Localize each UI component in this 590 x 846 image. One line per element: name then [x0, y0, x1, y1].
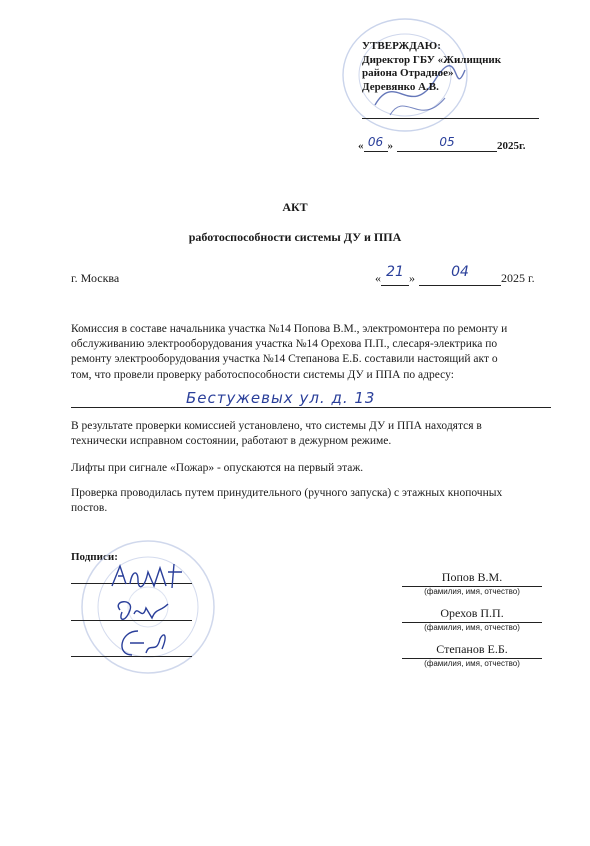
handwritten-signature-3: [110, 625, 170, 663]
date-quote-close: »: [387, 140, 393, 152]
signature-hint-2: (фамилия, имя, отчество): [424, 623, 520, 632]
document-year: 2025 г.: [501, 271, 535, 285]
signature-name-2: Орехов П.П.: [402, 606, 542, 623]
intro-line: том, что провели проверку работоспособности системы ДУ и ППА по адресу:: [71, 368, 454, 381]
intro-line: обслуживанию электрооборудования участка №14 Орехова П.П., слесаря-электрика по: [71, 338, 498, 351]
intro-paragraph: [71, 322, 555, 383]
result-line: В результате проверки комиссией установлено, что системы ДУ и ППА находятся в: [71, 420, 482, 432]
approval-line-2: района Отрадное»: [362, 67, 454, 79]
document-month: 04: [451, 264, 469, 280]
lifts-paragraph: Лифты при сигнале «Пожар» - опускаются на первый этаж.: [71, 462, 364, 474]
document-day-blank: [381, 264, 409, 286]
approval-line-3: Деревянко А.В.: [362, 80, 439, 93]
check-line: постов.: [71, 502, 108, 515]
approval-block: [362, 40, 562, 94]
handwritten-signature-2: [112, 596, 172, 626]
address-handwritten: Бестужевых ул. д. 13: [186, 389, 376, 407]
date-quote-close: »: [409, 271, 415, 285]
intro-line: Комиссия в составе начальника участка №14 Попова В.М., электромонтера по ремонту и: [71, 323, 508, 335]
date-quote-open: «: [358, 140, 364, 152]
signatures-heading: Подписи:: [71, 551, 118, 563]
document-date: [375, 264, 535, 286]
signature-hint-1: (фамилия, имя, отчество): [424, 587, 520, 596]
result-line: технически исправном состоянии, работают в дежурном режиме.: [71, 435, 392, 448]
approval-day: 06: [367, 135, 384, 149]
approval-day-blank: [364, 135, 388, 152]
address-line: [71, 407, 551, 408]
signature-name-3: Степанов Е.Б.: [402, 642, 542, 659]
approval-month-blank: [397, 135, 497, 152]
approval-signature-line: [362, 118, 539, 119]
approval-year: 2025г.: [497, 140, 526, 152]
intro-line: ремонту электрооборудования участка №14 Степанова Е.Б. составили настоящий акт о: [71, 353, 498, 366]
document-subtitle: работоспособности системы ДУ и ППА: [188, 230, 402, 244]
handwritten-signature-1: [108, 560, 188, 592]
approval-line-1: Директор ГБУ «Жилищник: [362, 53, 502, 66]
signature-hint-3: (фамилия, имя, отчество): [424, 659, 520, 668]
approval-date: [358, 135, 526, 152]
approval-title: УТВЕРЖДАЮ:: [362, 40, 441, 52]
document-month-blank: [419, 264, 501, 286]
approval-month: 05: [439, 135, 455, 149]
check-line: Проверка проводилась путем принудительного (ручного запуска) с этажных кнопочных: [71, 487, 503, 499]
document-title: АКТ: [282, 200, 308, 214]
document-city: г. Москва: [71, 271, 120, 285]
document-day: 21: [386, 264, 404, 280]
check-paragraph: [71, 486, 555, 516]
result-paragraph: [71, 419, 555, 449]
date-quote-open: «: [375, 271, 381, 285]
signature-name-1: Попов В.М.: [402, 570, 542, 587]
